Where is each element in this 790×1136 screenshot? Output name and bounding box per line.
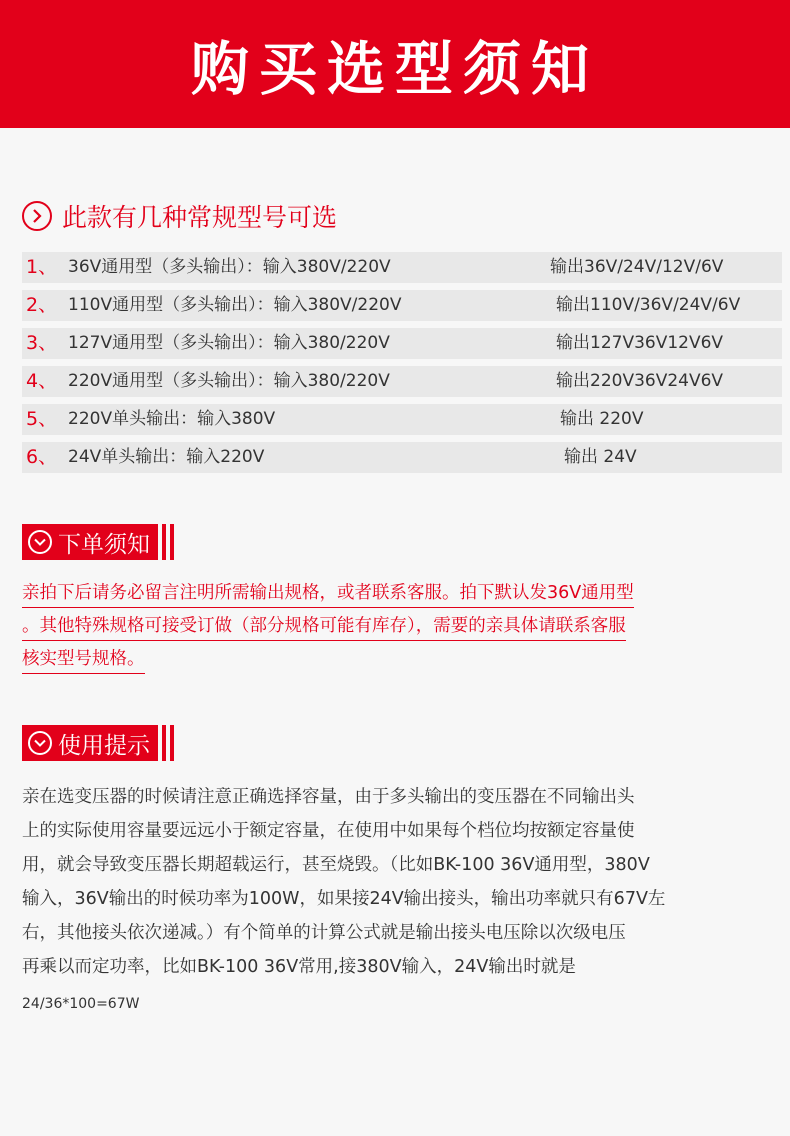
ribbon-stripe	[162, 524, 166, 560]
model-row	[22, 328, 782, 359]
order-notice	[22, 577, 772, 676]
header-banner	[0, 0, 790, 128]
tips-line: 上的实际使用容量要远远小于额定容量，在使用中如果每个档位均按额定容量使	[22, 821, 635, 841]
chevron-right-circle-icon	[22, 201, 52, 231]
model-row-description: 127V通用型（多头输出）：输入380/220V	[68, 333, 390, 353]
order-notice-line: 亲拍下后请务必留言注明所需输出规格，或者联系客服。拍下默认发36V通用型	[22, 580, 634, 608]
model-row-number: 2、	[26, 294, 58, 316]
model-row-description: 24V单头输出：输入220V	[68, 447, 265, 467]
model-row-output: 输出 24V	[564, 447, 637, 467]
model-row-output: 输出127V36V12V6V	[556, 333, 724, 353]
order-section-header	[22, 524, 174, 560]
model-list	[22, 252, 782, 480]
model-row-number: 6、	[26, 446, 58, 468]
models-section-title: 此款有几种常规型号可选	[62, 203, 338, 232]
usage-tips	[22, 780, 770, 1024]
model-row-description: 110V通用型（多头输出）：输入380V/220V	[68, 295, 402, 315]
tips-formula: 24/36*100=67W	[22, 996, 140, 1012]
model-row-description: 36V通用型（多头输出）：输入380V/220V	[68, 257, 391, 277]
model-row-description: 220V通用型（多头输出）：输入380/220V	[68, 371, 390, 391]
chevron-down-circle-icon	[28, 731, 52, 755]
model-row-output: 输出36V/24V/12V/6V	[550, 257, 724, 277]
ribbon-stripe	[162, 725, 166, 761]
model-row-output: 输出220V36V24V6V	[556, 371, 724, 391]
tips-line: 亲在选变压器的时候请注意正确选择容量，由于多头输出的变压器在不同输出头	[22, 787, 635, 807]
model-row	[22, 290, 782, 321]
model-row-number: 3、	[26, 332, 58, 354]
tips-section-title: 使用提示	[58, 732, 150, 759]
ribbon-stripe	[170, 725, 174, 761]
models-section-header	[22, 196, 337, 236]
tips-section-label	[22, 725, 158, 761]
tips-line: 再乘以而定功率，比如BK-100 36V常用,接380V输入，24V输出时就是	[22, 957, 576, 977]
ribbon-stripe	[170, 524, 174, 560]
model-row-description: 220V单头输出：输入380V	[68, 409, 276, 429]
model-row-number: 5、	[26, 408, 58, 430]
order-section-label	[22, 524, 158, 560]
order-notice-line: 。其他特殊规格可接受订做（部分规格可能有库存），需要的亲具体请联系客服	[22, 613, 626, 641]
model-row-output: 输出 220V	[560, 409, 644, 429]
model-row	[22, 404, 782, 435]
tips-line: 输入，36V输出的时候功率为100W，如果接24V输出接头，输出功率就只有67V左	[22, 889, 666, 909]
page-title: 购买选型须知	[190, 35, 599, 103]
order-section-title: 下单须知	[58, 531, 150, 558]
model-row	[22, 252, 782, 283]
model-row	[22, 442, 782, 473]
chevron-down-circle-icon	[28, 530, 52, 554]
model-row	[22, 366, 782, 397]
model-row-number: 1、	[26, 256, 58, 278]
tips-line: 右，其他接头依次递减。）有个简单的计算公式就是输出接头电压除以次级电压	[22, 923, 626, 943]
tips-section-header	[22, 725, 174, 761]
model-row-output: 输出110V/36V/24V/6V	[556, 295, 741, 315]
order-notice-line: 核实型号规格。	[22, 646, 145, 674]
tips-line: 用，就会导致变压器长期超载运行，甚至烧毁。（比如BK-100 36V通用型，380V	[22, 855, 650, 875]
model-row-number: 4、	[26, 370, 58, 392]
